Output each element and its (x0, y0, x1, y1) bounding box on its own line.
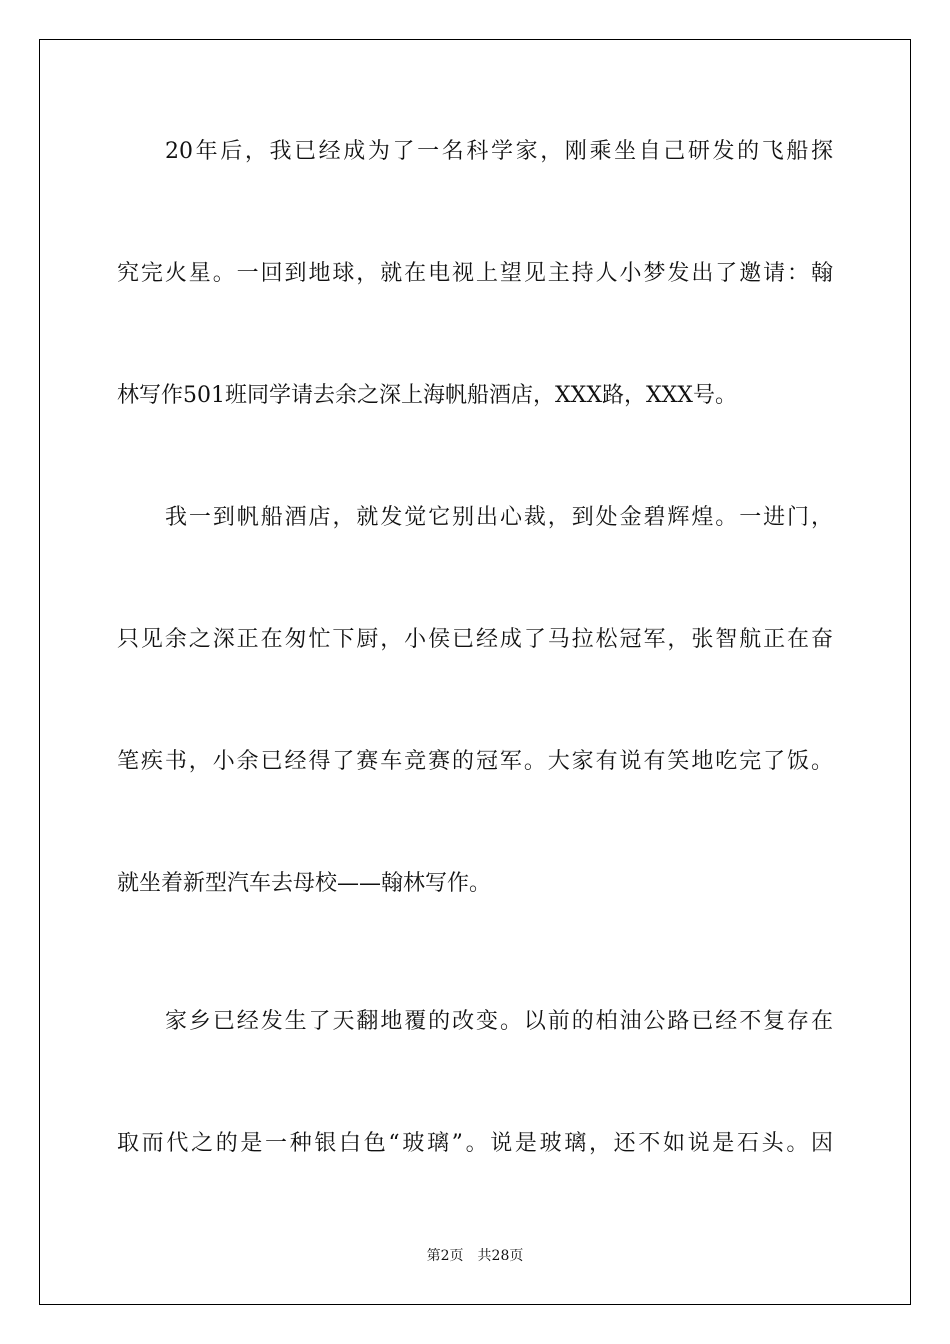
page-total: 共28页 (477, 1248, 524, 1264)
paragraph-3-line-1: 家乡已经发生了天翻地覆的改变。以前的柏油公路已经不复存在 (165, 1009, 833, 1034)
paragraph-1-line-3: 林写作501班同学请去余之深上海帆船酒店，XXX路，XXX号。 (117, 383, 737, 408)
paragraph-3-line-2: 取而代之的是一种银白色“玻璃”。说是玻璃，还不如说是石头。因 (117, 1131, 833, 1156)
paragraph-2-line-1: 我一到帆船酒店，就发觉它别出心裁，到处金碧辉煌。一进门， (165, 505, 833, 530)
page-number: 第2页 (426, 1248, 464, 1264)
page-border (39, 39, 911, 1305)
page-footer (0, 1246, 950, 1266)
paragraph-2-line-3: 笔疾书，小余已经得了赛车竞赛的冠军。大家有说有笑地吃完了饭。 (117, 749, 833, 774)
paragraph-1-line-2: 究完火星。一回到地球，就在电视上望见主持人小梦发出了邀请：翰 (117, 261, 833, 286)
paragraph-1-line-1: 20年后，我已经成为了一名科学家，刚乘坐自己研发的飞船探 (165, 139, 833, 164)
paragraph-2-line-4: 就坐着新型汽车去母校——翰林写作。 (117, 871, 492, 896)
paragraph-2-line-2: 只见余之深正在匆忙下厨，小侯已经成了马拉松冠军，张智航正在奋 (117, 627, 833, 652)
